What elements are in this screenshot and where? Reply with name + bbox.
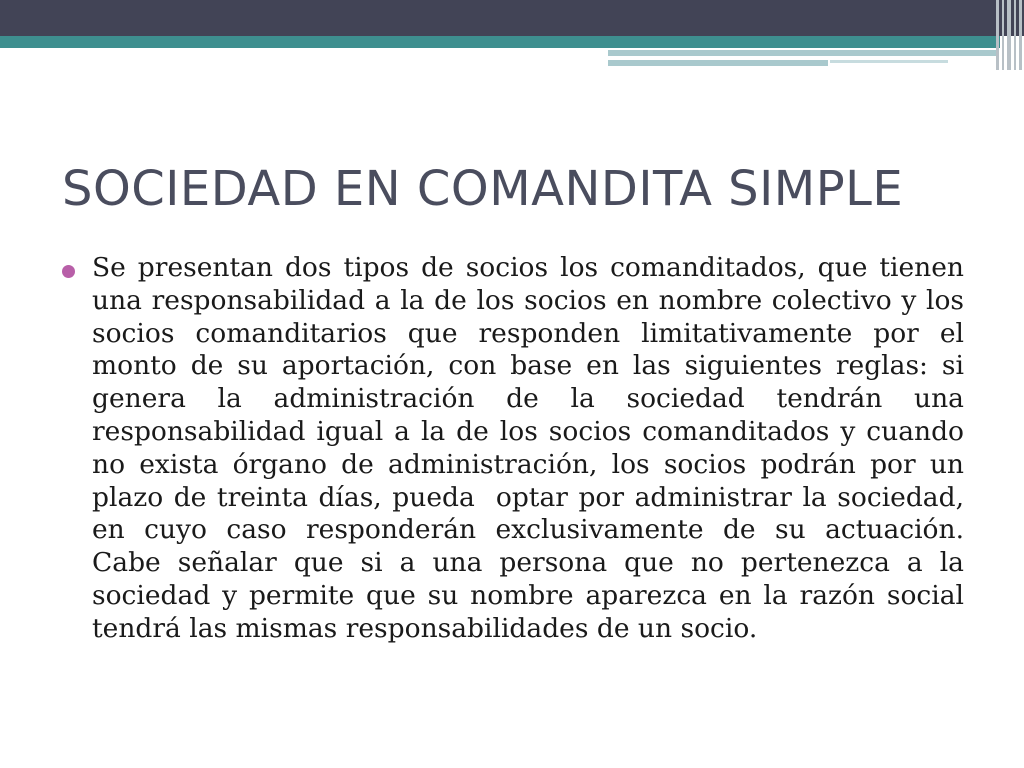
bullet-text: Se presentan dos tipos de socios los comanditados, que tienen una responsabilidad a la de los socios en nombre colectivo y los socios comanditarios que responden limitativamente por el monto de su aportación, con base en las siguientes reglas: si genera la administración de la sociedad tendrán una responsabilidad igual a la de los socios comanditados y cuando no exista órgano de administración, los socios podrán por un plazo de treinta días, pueda optar por administrar la sociedad, en cuyo caso responderán exclusivamente de su actuación. Cabe señalar que si a una persona que no pertenezca a la sociedad y permite que su nombre aparezca en la razón social tendrá las mismas responsabilidades de un socio. <box>92 252 973 644</box>
header-right-bars <box>994 0 1024 70</box>
bullet-list <box>62 252 973 646</box>
header-accent-line <box>830 60 948 63</box>
header-accent-line <box>608 50 998 56</box>
header-accent-line <box>608 60 828 66</box>
bullet-dot-icon <box>62 265 75 278</box>
header-teal-band <box>0 36 1000 48</box>
header-dark-band <box>0 0 1024 36</box>
slide-title: SOCIEDAD EN COMANDITA SIMPLE <box>62 161 904 217</box>
